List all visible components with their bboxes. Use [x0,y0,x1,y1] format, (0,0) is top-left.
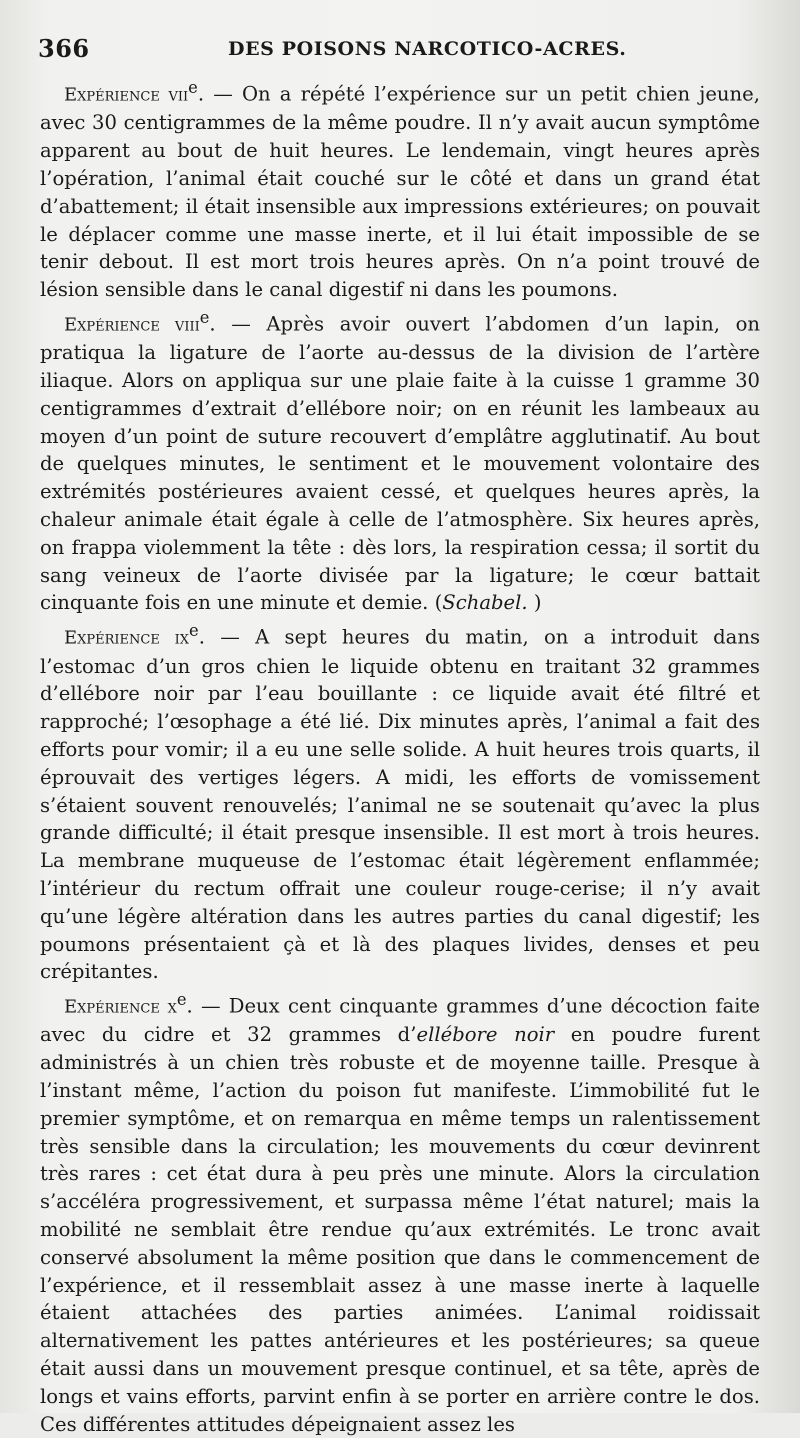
ordinal-suffix: e [188,78,198,97]
ordinal-suffix: e [176,990,187,1010]
paragraph-text: . — Deux cent cinquante grammes d’une décoction faite avec du cidre et 32 grammes d’ [40,994,760,1047]
paragraph-text: . — Après avoir ouvert l’abdomen d’un lapin, on pratiqua la ligature de l’aorte au-dessus de la division de l’artère iliaque. Alors on appliqua sur une plaie faite à la cuisse 1 gramme 30 centigrammes d’extrait d’ellébore noir; on en réunit les lambeaux au moyen d’un point de suture recouvert d’emplâtre agglutinatif. Au bout de quelques minutes, le sentiment et le mouvement volontaire des extrémités postérieures avaient cessé, et quelques heures après, la chaleur animale était égale à celle de l’atmosphère. Six heures après, on frappa violemment la tête : dès lors, la respiration cessa; il sortit du sang veineux de l’aorte divisée par la ligature; le cœur battait cinquante fois en une minute et demie. ( [40,312,760,615]
experiment-label: Expérience viii [64,314,200,336]
experiment-label: Expérience x [64,996,177,1018]
experiment-label: Expérience ix [64,627,190,649]
paragraph-experience-8 [40,304,760,617]
page-number: 366 [38,34,90,63]
experiment-label: Expérience vii [64,84,189,106]
paragraph-text-end: ) [527,591,542,615]
paragraph-text: . — A sept heures du matin, on a introduit dans l’estomac d’un gros chien le liquide obtenu en traitant 32 grammes d’ellébore noir par l’eau bouillante : ce liquide avait été filtré et rapproché; l’œsophage a été lié. Dix minutes après, l’animal a fait des efforts pour vomir; il a eu une selle solide. A huit heures trois quarts, il éprouvait des vertiges légers. A midi, les efforts de vomissement s’étaient souvent renouvelés; l’animal ne se soutenait qu’avec la plus grande difficulté; il était presque insensible. Il est mort à trois heures. La membrane muqueuse de l’estomac était légèrement enflammée; l’intérieur du rectum offrait une couleur rouge-cerise; il n’y avait qu’une légère altération dans les autres parties du canal digestif; les poumons présentaient çà et là des plaques livides, denses et peu crépitantes. [40,625,761,984]
running-title: DES POISONS NARCOTICO-ACRES. [228,38,627,60]
author-citation: Schabel. [442,591,528,615]
italic-term: ellébore noir [416,1023,555,1047]
paragraph-text: . — On a répété l’expérience sur un petit chien jeune, avec 30 centigrammes de la même poudre. Il n’y avait aucun symptôme apparent au bout de huit heures. Le lendemain, vingt heures après l’opération, l’animal était couché sur le côté et dans un grand état d’abattement; il était insensible aux impressions extérieures; on pouvait le déplacer comme une masse inerte, et il lui était impossible de se tenir debout. Il est mort trois heures après. On n’a point trouvé de lésion sensible dans le canal digestif ni dans les poumons. [40,82,760,302]
page-header [38,34,760,68]
page-body [40,74,760,1438]
paragraph-experience-10 [40,986,760,1438]
ordinal-suffix: e [199,307,210,327]
ordinal-suffix: e [189,621,199,641]
paragraph-experience-7 [40,74,760,304]
paragraph-text-end: en poudre furent administrés à un chien très robuste et de moyenne taille. Presque à l’instant même, l’action du poison fut manifeste. L’immobilité fut le premier symptôme, et on remarqua en même temps un ralentissement très sensible dans la circulation; les mouvements du cœur devinrent très rares : cet état dura à peu près une minute. Alors la circulation s’accéléra progressivement, et surpassa même l’état naturel; mais la mobilité ne semblait être rendue qu’aux extrémités. Le tronc avait conservé absolument la même position que dans le commencement de l’expérience, et il ressemblait assez à une masse inerte à laquelle étaient attachées des parties animées. L’animal roidissait alternativement les pattes antérieures et les postérieures; sa queue était aussi dans un mouvement presque continuel, et sa tête, après de longs et vains efforts, parvint enfin à se porter en arrière contre le dos. Ces différentes attitudes dépeignaient assez les [40,1023,760,1436]
paragraph-experience-9 [40,617,760,986]
